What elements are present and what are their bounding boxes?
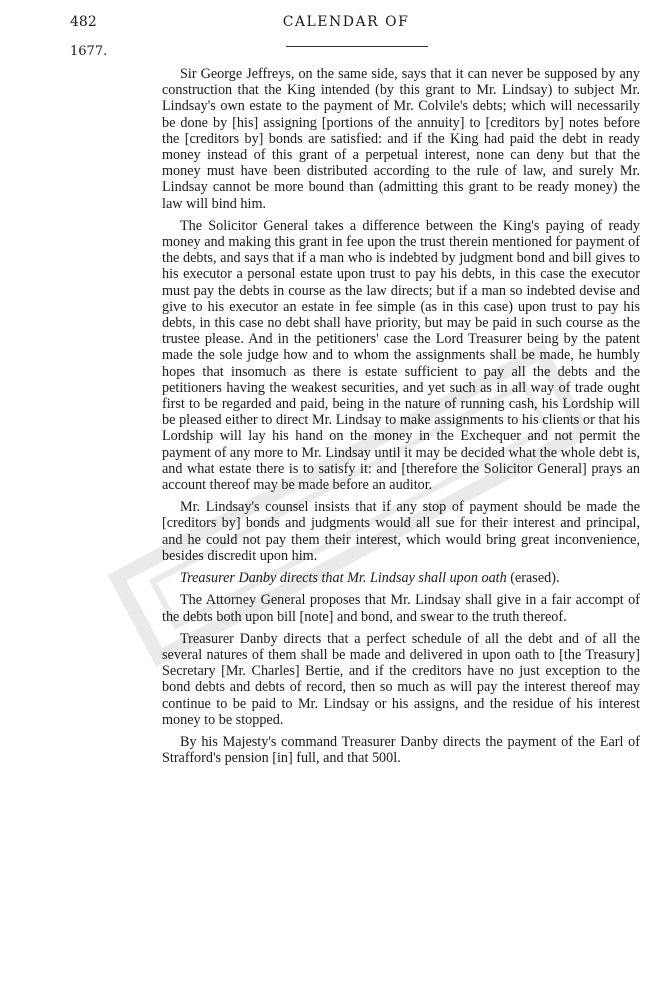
paragraph-lindsay-counsel: Mr. Lindsay's counsel insists that if any stop of payment should be made the [creditors by] bonds and judgments would all sue for their interest and principal, and he could not pay them their interest, which would bring great inconvenience, besides discredit upon him. (162, 499, 640, 564)
margin-year: 1677. (70, 44, 108, 59)
erased-note: (erased). (510, 570, 560, 587)
running-title: CALENDAR OF (282, 14, 410, 30)
page-number: 482 (70, 14, 97, 30)
paragraph-danby-schedule: Treasurer Danby directs that a perfect schedule of all the debt and of all the several natures of them shall be made and delivered in upon oath to [the Treasury] Secretary [Mr. Charles] Bertie, and if the creditors have no just exception to the bond debts and debts of record, then so much as will pay the interest thereof may continue to be paid to Mr. Lindsay or his assigns, and the residue of his interest money to be stopped. (162, 630, 640, 728)
body-text (162, 66, 640, 772)
paragraph-solicitor-general: The Solicitor General takes a difference between the King's paying of ready money and making this grant in fee upon the trust therein mentioned for payment of the debts, and says that if a man who is indebted by judgment bond and bill gives to his executor a personal estate upon trust to pay his debts, in this case the executor must pay the debts in course as the law directs; but if a man so indebted devise and give to his executor an estate in fee simple (as in this case) upon trust to pay his debts, in this case no debt shall have priority, but may be paid in such course as the trustee please. And in the petitioners' case the Lord Treasurer being by the patent made the sole judge how and to whom the assignments shall be made, he humbly hopes that insomuch as there is estate sufficient to pay all the debts and the petitioners having the weakest securities, and yet such as in all way of trade ought first to be regarded and paid, being in the nature of running cash, his Lordship will be pleased either to direct Mr. Lindsay to make assignments to his clients or that his Lordship will lay his hand on the money in the Exchequer and not permit the payment of any more to Mr. Lindsay until it may be decided what the whole debt is, and what estate there is to satisfy it: and [therefore the Solicitor General] prays an account thereof may be made before an auditor. (162, 217, 640, 494)
paragraph-jeffreys: Sir George Jeffreys, on the same side, says that it can never be supposed by any construction that the King intended (by this grant to Mr. Lindsay) to subject Mr. Lindsay's own estate to the payment of Mr. Colvile's debts; which will necessarily be done by [his] assigning [portions of the annuity] to [creditors by] notes before the [creditors by] bonds are satisfied: and if the King had paid the debt in ready money instead of this grant of a perpetual interest, none can deny but that the money must have been distributed according to the rule of law, and surely Mr. Lindsay cannot be more bound than (admitting this grant to be ready money) the law will bind him. (162, 66, 640, 212)
header-rule (286, 46, 428, 47)
paragraph-attorney-general: The Attorney General proposes that Mr. Lindsay shall give in a fair accompt of the debts both upon bill [note] and bond, and swear to the truth thereof. (162, 592, 640, 625)
paragraph-erased-direction (162, 570, 640, 586)
erased-direction-italic: Treasurer Danby directs that Mr. Lindsay shall upon oath (180, 570, 507, 587)
paragraph-strafford-pension: By his Majesty's command Treasurer Danby directs the payment of the Earl of Strafford's pension [in] full, and that 500l. (162, 733, 640, 767)
